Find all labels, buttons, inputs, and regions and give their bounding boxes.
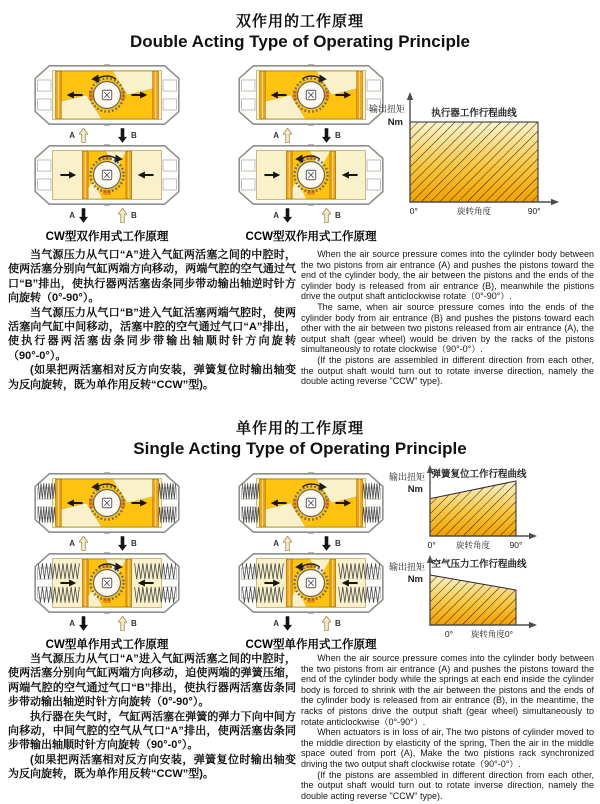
x-tick: 0° <box>427 540 436 550</box>
port-b-label: B <box>335 210 341 220</box>
port-b-label: B <box>131 210 137 220</box>
air-ports <box>28 206 178 224</box>
port-b-label: B <box>131 618 137 628</box>
air-in-hollow-arrow-icon <box>283 536 292 551</box>
piston <box>153 479 159 526</box>
y-axis-label: 输出扭矩 <box>388 472 425 482</box>
chart-title: 空气压力工作行程曲线 <box>431 559 527 570</box>
piston <box>260 479 266 526</box>
air-out-solid-arrow-icon <box>79 208 88 223</box>
piston <box>287 559 293 606</box>
piston <box>126 151 132 198</box>
air-in-hollow-arrow-icon <box>322 616 331 631</box>
section1-chinese-text <box>8 248 296 392</box>
paragraph: (If the pistons are assembled in different direction from each other, the output shaft would turn out to rotate inverse direction, namely the double acting reverse "CCW" type). <box>301 354 594 387</box>
x-axis-label: 旋转角度 <box>456 206 492 216</box>
x-tick: 90° <box>509 540 523 550</box>
air-out-solid-arrow-icon <box>283 208 292 223</box>
cw-double-acting-figure <box>28 64 186 244</box>
paragraph: 当气源压力从气口“A”进入气缸两活塞之间的中腔时，使两活塞分别向气缸两端方向移动，两端气腔的空气通过气口“B”排出，使执行器两活塞齿条同步带动输出轴逆时针方向旋转（0°-90°）。 <box>8 249 296 305</box>
actuator-svg <box>32 64 182 126</box>
chart-actuator-working-stroke <box>360 88 595 223</box>
y-axis-unit: Nm <box>407 484 423 495</box>
air-ports <box>28 614 178 632</box>
port-a-label: A <box>69 618 75 628</box>
actuator-diagram-pressurized <box>32 64 182 126</box>
actuator-diagram-pressurized <box>32 472 182 534</box>
port-a-label: A <box>273 130 279 140</box>
single-acting-diagrams <box>28 472 390 652</box>
paragraph: 当气源压力从气口“B”进入气缸活塞两端气腔时，使两活塞向气缸中间移动，活塞中腔的空气通过气口“A”排出，使执行器两活塞齿条同步带输出轴顺时针方向旋转（90°-0°）。 <box>8 306 296 362</box>
air-in-hollow-arrow-icon <box>118 616 127 631</box>
piston <box>56 71 62 118</box>
paragraph: When the air source pressure comes into the cylinder body between the two pistons from air entrance (A) and pushes the pistons toward the end of the cylinder body while the springs at each end inside the cylinder body is forced to shrink with the air between the pistons and the ends of the cylinder body is released from air entrance (B), in the meantime, the racks of pistons drive the output shaft (gear wheel) simultaneously to rotate anticlockwise（0°-90°）. <box>301 653 594 727</box>
actuator-diagram-returned <box>32 552 182 614</box>
piston <box>83 151 89 198</box>
actuator-svg <box>32 472 182 534</box>
port-a-label: A <box>69 538 75 548</box>
port-b-label: B <box>131 538 137 548</box>
y-axis-label: 输出扭矩 <box>368 104 405 114</box>
air-in-hollow-arrow-icon <box>118 208 127 223</box>
port-b-label: B <box>335 618 341 628</box>
paragraph: 执行器在失气时，气缸两活塞在弹簧的弹力下向中间方向移动，中间气腔的空气从气口“A”排出，使两活塞齿条同步带输出轴顺时针方向旋转（90°-0°）。 <box>8 710 296 752</box>
air-in-hollow-arrow-icon <box>79 128 88 143</box>
port-a-label: A <box>273 618 279 628</box>
piston <box>56 479 62 526</box>
x-tick: 0° <box>444 629 453 639</box>
x-tick: 0° <box>409 206 418 216</box>
section2-title <box>0 417 600 459</box>
paragraph: When actuators is in loss of air, The two pistons of cylinder moved to the middle direction by elasticity of the spring, Then the air in the middle space outed from port (A), Make the two pistions rack synchronized driving the two output shaft clockwise rotate（90°-0°）. <box>301 727 594 769</box>
cw-single-acting-figure <box>28 472 186 652</box>
air-ports <box>28 534 178 552</box>
actuator-svg <box>32 144 182 206</box>
double-acting-diagrams <box>28 64 390 244</box>
air-out-solid-arrow-icon <box>79 616 88 631</box>
y-axis-label: 输出扭矩 <box>388 562 425 572</box>
figure-caption: CCW型单作用式工作原理 <box>245 639 377 651</box>
paragraph: (If the pistons are assembled in different direction from each other, the output shaft would turn out to rotate inverse direction, namely the double acting reverse "CCW" type). <box>301 769 594 801</box>
piston <box>260 71 266 118</box>
section2-english-text <box>301 653 594 801</box>
piston <box>287 151 293 198</box>
port-b-label: B <box>335 538 341 548</box>
paragraph: The same, when air source pressure comes into the ends of the cylinder body from air entrance (B) and pushes the pistons toward each other with the air between two pistons released from air entrance (A), the output shaft (gear wheel) would be driven by the racks of the pistons simultaneously to rotate clockwise（90°-0°）. <box>301 301 594 355</box>
air-ports <box>28 126 178 144</box>
paragraph: (如果把两活塞相对反方向安装，弹簧复位时输出轴变为反向旋转，既为单作用反转“CCW”型)。 <box>8 753 296 781</box>
port-a-label: A <box>273 538 279 548</box>
air-in-hollow-arrow-icon <box>283 128 292 143</box>
air-out-solid-arrow-icon <box>118 536 127 551</box>
air-out-solid-arrow-icon <box>118 128 127 143</box>
air-out-solid-arrow-icon <box>322 536 331 551</box>
figure-caption: CW型双作用式工作原理 <box>45 231 169 243</box>
x-axis-label: 旋转角度0° <box>470 629 513 639</box>
section2-title-en: Single Acting Type of Operating Principle <box>133 439 467 458</box>
port-a-label: A <box>273 210 279 220</box>
section2-title-zh: 单作用的工作原理 <box>235 420 364 437</box>
actuator-diagram-returned <box>32 144 182 206</box>
air-in-hollow-arrow-icon <box>79 536 88 551</box>
section1-title-zh: 双作用的工作原理 <box>235 13 364 30</box>
chart-spring-return-stroke <box>360 464 595 554</box>
air-out-solid-arrow-icon <box>283 616 292 631</box>
port-b-label: B <box>335 130 341 140</box>
air-in-hollow-arrow-icon <box>322 208 331 223</box>
port-a-label: A <box>69 210 75 220</box>
paragraph: 当气源压力从气口“A”进入气缸两活塞之间的中腔时，使两活塞分别向气缸两端方向移动，迫使两端的弹簧压缩，两端气腔的空气通过气口“B”排出，使执行器两活塞齿条同步带动输出轴逆时针方向旋转（0°-90°）。 <box>8 653 296 709</box>
section1-english-text <box>301 249 594 387</box>
piston <box>330 151 336 198</box>
piston <box>153 71 159 118</box>
piston <box>126 559 132 606</box>
paragraph: (如果把两活塞相对反方向安装，弹簧复位时输出轴变为反向旋转，既为单作用反转“CCW”型)。 <box>8 364 296 391</box>
chart-title: 弹簧复位工作行程曲线 <box>431 469 527 480</box>
figure-caption: CCW型双作用式工作原理 <box>245 231 377 243</box>
section1-title <box>0 10 600 52</box>
actuator-svg <box>32 552 182 614</box>
air-out-solid-arrow-icon <box>322 128 331 143</box>
port-a-label: A <box>69 130 75 140</box>
piston <box>330 559 336 606</box>
port-b-label: B <box>131 130 137 140</box>
paragraph: When the air source pressure comes into the cylinder body between the two pistons from air entrance (A) and pushes the pistons toward the end of the cylinder body, the air between the pistons and the ends of the cylinder body is released from air entrance (B), meanwhile the pistions drive the output shaft anticlockwise rotate（0°-90°）. <box>301 249 594 302</box>
x-axis-label: 旋转角度 <box>455 540 491 550</box>
y-axis-unit: Nm <box>387 117 403 128</box>
y-axis-unit: Nm <box>407 574 423 585</box>
chart-air-pressure-stroke <box>360 552 595 648</box>
x-tick: 90° <box>527 206 541 216</box>
chart-title: 执行器工作行程曲线 <box>431 108 517 119</box>
piston <box>83 559 89 606</box>
section1-title-en: Double Acting Type of Operating Principle <box>129 32 471 51</box>
figure-caption: CW型单作用式工作原理 <box>45 639 169 651</box>
section2-chinese-text <box>8 652 296 782</box>
